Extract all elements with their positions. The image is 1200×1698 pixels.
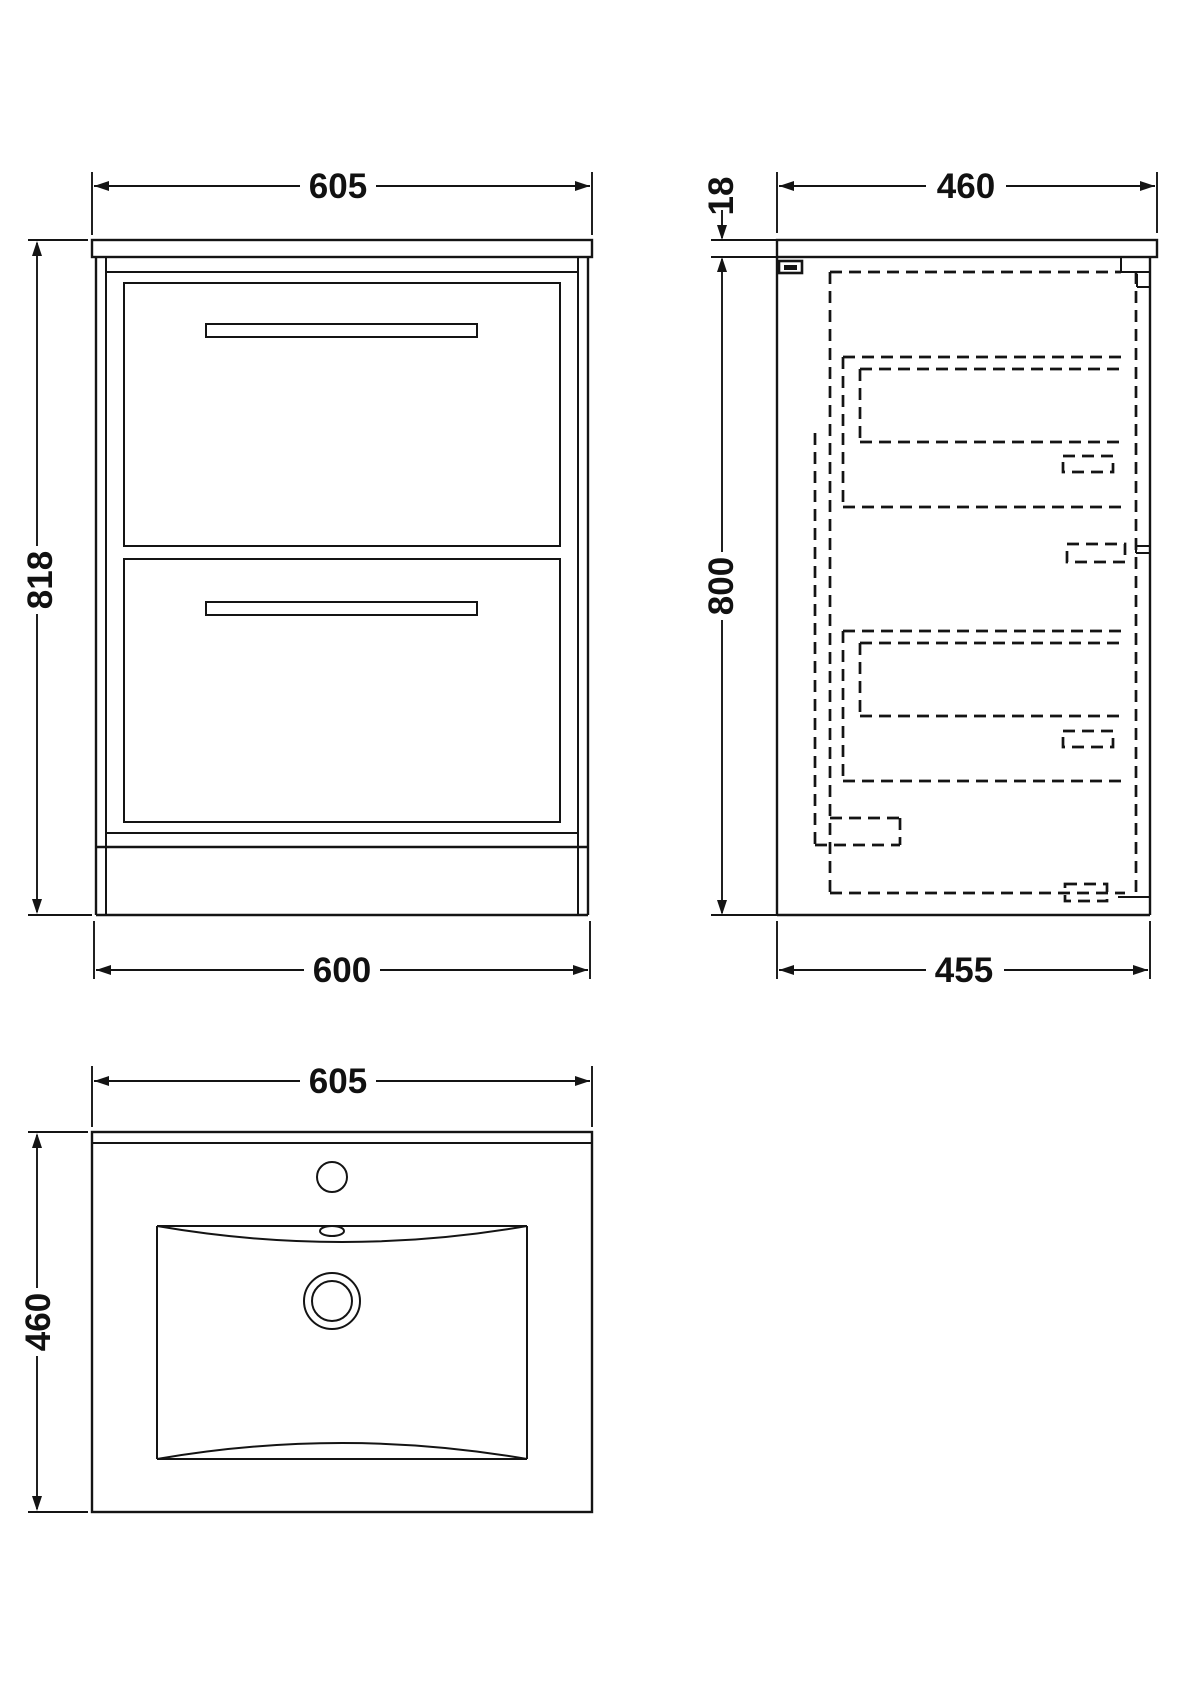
dim-worktop-thickness [702,177,777,257]
dim-front-top-width [92,167,592,235]
fixing-bracket-icon [779,261,802,273]
worktop-front [92,240,592,257]
dim-plan-depth [19,1132,88,1512]
plan-view [19,1062,592,1512]
dim-label-front-height: 818 [21,550,60,610]
worktop-side [777,240,1157,257]
lower-drawer-front [124,559,560,822]
dim-label-plan-width: 605 [308,1062,368,1101]
hidden-runner-detail [1067,544,1125,562]
dim-front-bottom-width [94,921,590,990]
front-view [21,167,592,990]
dim-side-height [702,257,777,915]
hidden-upper-drawer-box [843,357,1125,507]
dim-label-side-height: 800 [702,556,741,616]
dim-plan-width [92,1062,592,1127]
dim-side-top-depth [777,167,1157,233]
waste-drain [304,1273,360,1329]
side-view [702,167,1157,990]
dim-side-bottom-depth [777,921,1150,990]
dim-front-height [21,240,92,915]
dim-label-plan-depth: 460 [19,1292,58,1352]
upper-drawer-handle [206,324,477,337]
hidden-runner-detail [1063,731,1113,747]
dim-label-worktop-thickness: 18 [702,176,741,216]
dim-label-front-top-width: 605 [308,167,368,206]
hidden-lower-drawer-box [843,631,1125,781]
dim-label-side-top-depth: 460 [936,167,996,206]
lower-drawer-handle [206,602,477,615]
dim-label-front-bottom-width: 600 [312,951,372,990]
dim-label-side-bottom-depth: 455 [934,951,994,990]
overflow-slot [320,1226,344,1236]
tap-hole [317,1162,347,1192]
hidden-runner-detail [1063,456,1113,472]
basin-bowl [157,1226,527,1459]
hidden-carcass-outline [815,272,1136,893]
upper-drawer-front [124,283,560,546]
